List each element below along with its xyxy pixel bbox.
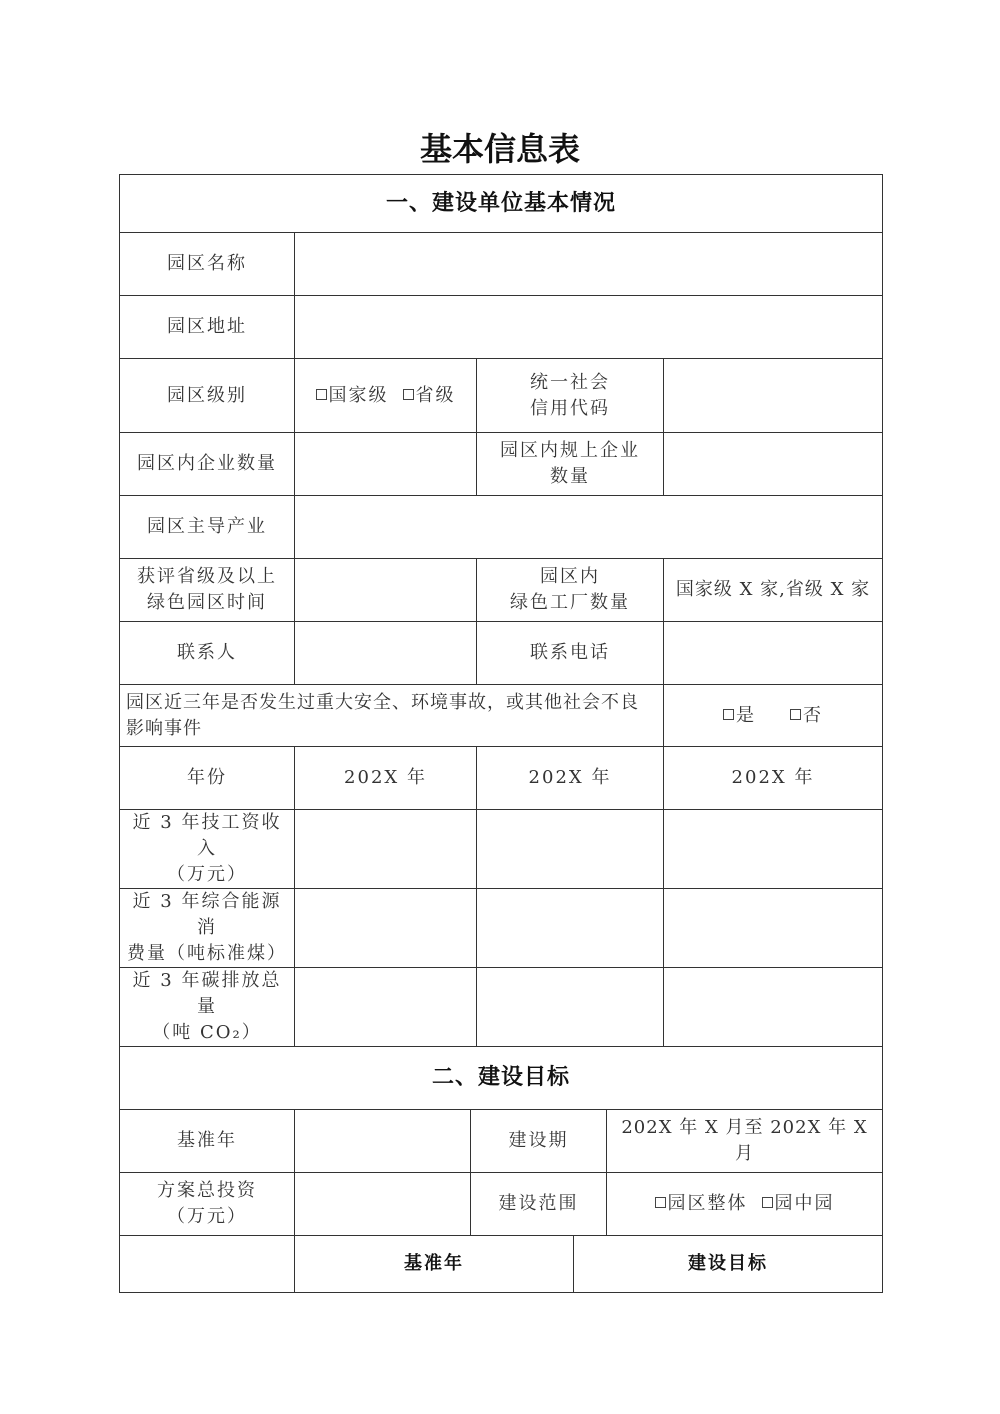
period-value[interactable]: 202X 年 X 月至 202X 年 X 月 [607, 1110, 883, 1173]
carbon-label: 近 3 年碳排放总量 （吨 CO₂） [120, 968, 295, 1047]
section2-heading: 二、建设目标 [120, 1047, 883, 1110]
above-scale-count-field[interactable] [664, 433, 883, 496]
checkbox-icon[interactable] [655, 1197, 666, 1208]
scope-whole-option[interactable]: 园区整体 [655, 1193, 748, 1214]
checkbox-icon[interactable] [316, 389, 327, 400]
energy-field-3[interactable] [664, 889, 883, 968]
wage-label: 近 3 年技工资收入 （万元） [120, 810, 295, 889]
energy-field-1[interactable] [295, 889, 477, 968]
carbon-field-1[interactable] [295, 968, 477, 1047]
credit-code-field[interactable] [664, 359, 883, 433]
checkbox-icon[interactable] [403, 389, 414, 400]
above-scale-count-label: 园区内规上企业 数量 [477, 433, 664, 496]
checkbox-icon[interactable] [790, 709, 801, 720]
incident-yes-option[interactable]: 是 [723, 705, 756, 726]
phone-field[interactable] [664, 622, 883, 685]
energy-label: 近 3 年综合能源消 费量（吨标准煤） [120, 889, 295, 968]
phone-label: 联系电话 [477, 622, 664, 685]
base-year-label: 基准年 [120, 1110, 295, 1173]
green-park-time-field[interactable] [295, 559, 477, 622]
base-year-field[interactable] [295, 1110, 471, 1173]
enterprise-count-label: 园区内企业数量 [120, 433, 295, 496]
page-title: 基本信息表 [419, 130, 580, 168]
green-park-time-label: 获评省级及以上 绿色园区时间 [120, 559, 295, 622]
year-col-3: 202X 年 [664, 747, 883, 810]
contact-field[interactable] [295, 622, 477, 685]
contact-label: 联系人 [120, 622, 295, 685]
credit-code-label: 统一社会 信用代码 [477, 359, 664, 433]
scope-options [607, 1173, 883, 1236]
investment-field[interactable] [295, 1173, 471, 1236]
carbon-field-2[interactable] [477, 968, 664, 1047]
energy-field-2[interactable] [477, 889, 664, 968]
wage-field-2[interactable] [477, 810, 664, 889]
section1-heading: 一、建设单位基本情况 [120, 175, 883, 233]
park-level-label: 园区级别 [120, 359, 295, 433]
scope-label: 建设范围 [471, 1173, 607, 1236]
provincial-level-option[interactable]: 省级 [403, 385, 456, 406]
period-label: 建设期 [471, 1110, 607, 1173]
info-form [119, 174, 882, 1293]
green-factory-value[interactable]: 国家级 X 家,省级 X 家 [664, 559, 883, 622]
carbon-field-3[interactable] [664, 968, 883, 1047]
wage-field-3[interactable] [664, 810, 883, 889]
park-name-field[interactable] [295, 233, 883, 296]
section2-table [119, 1046, 883, 1293]
enterprise-count-field[interactable] [295, 433, 477, 496]
park-address-field[interactable] [295, 296, 883, 359]
park-address-label: 园区地址 [120, 296, 295, 359]
year-col-2: 202X 年 [477, 747, 664, 810]
col-target-header: 建设目标 [574, 1236, 883, 1293]
national-level-option[interactable]: 国家级 [316, 385, 389, 406]
main-industry-label: 园区主导产业 [120, 496, 295, 559]
section1-table [119, 174, 883, 1047]
main-industry-field[interactable] [295, 496, 883, 559]
wage-field-1[interactable] [295, 810, 477, 889]
goal-row-label-empty [120, 1236, 295, 1293]
checkbox-icon[interactable] [762, 1197, 773, 1208]
col-base-year-header: 基准年 [295, 1236, 574, 1293]
investment-label: 方案总投资 （万元） [120, 1173, 295, 1236]
incident-options [664, 685, 883, 747]
year-col-1: 202X 年 [295, 747, 477, 810]
incident-no-option[interactable]: 否 [790, 705, 823, 726]
scope-sub-park-option[interactable]: 园中园 [762, 1193, 835, 1214]
year-label: 年份 [120, 747, 295, 810]
park-level-options [295, 359, 477, 433]
green-factory-label: 园区内 绿色工厂数量 [477, 559, 664, 622]
checkbox-icon[interactable] [723, 709, 734, 720]
incident-question: 园区近三年是否发生过重大安全、环境事故，或其他社会不良影响事件 [120, 685, 664, 747]
park-name-label: 园区名称 [120, 233, 295, 296]
